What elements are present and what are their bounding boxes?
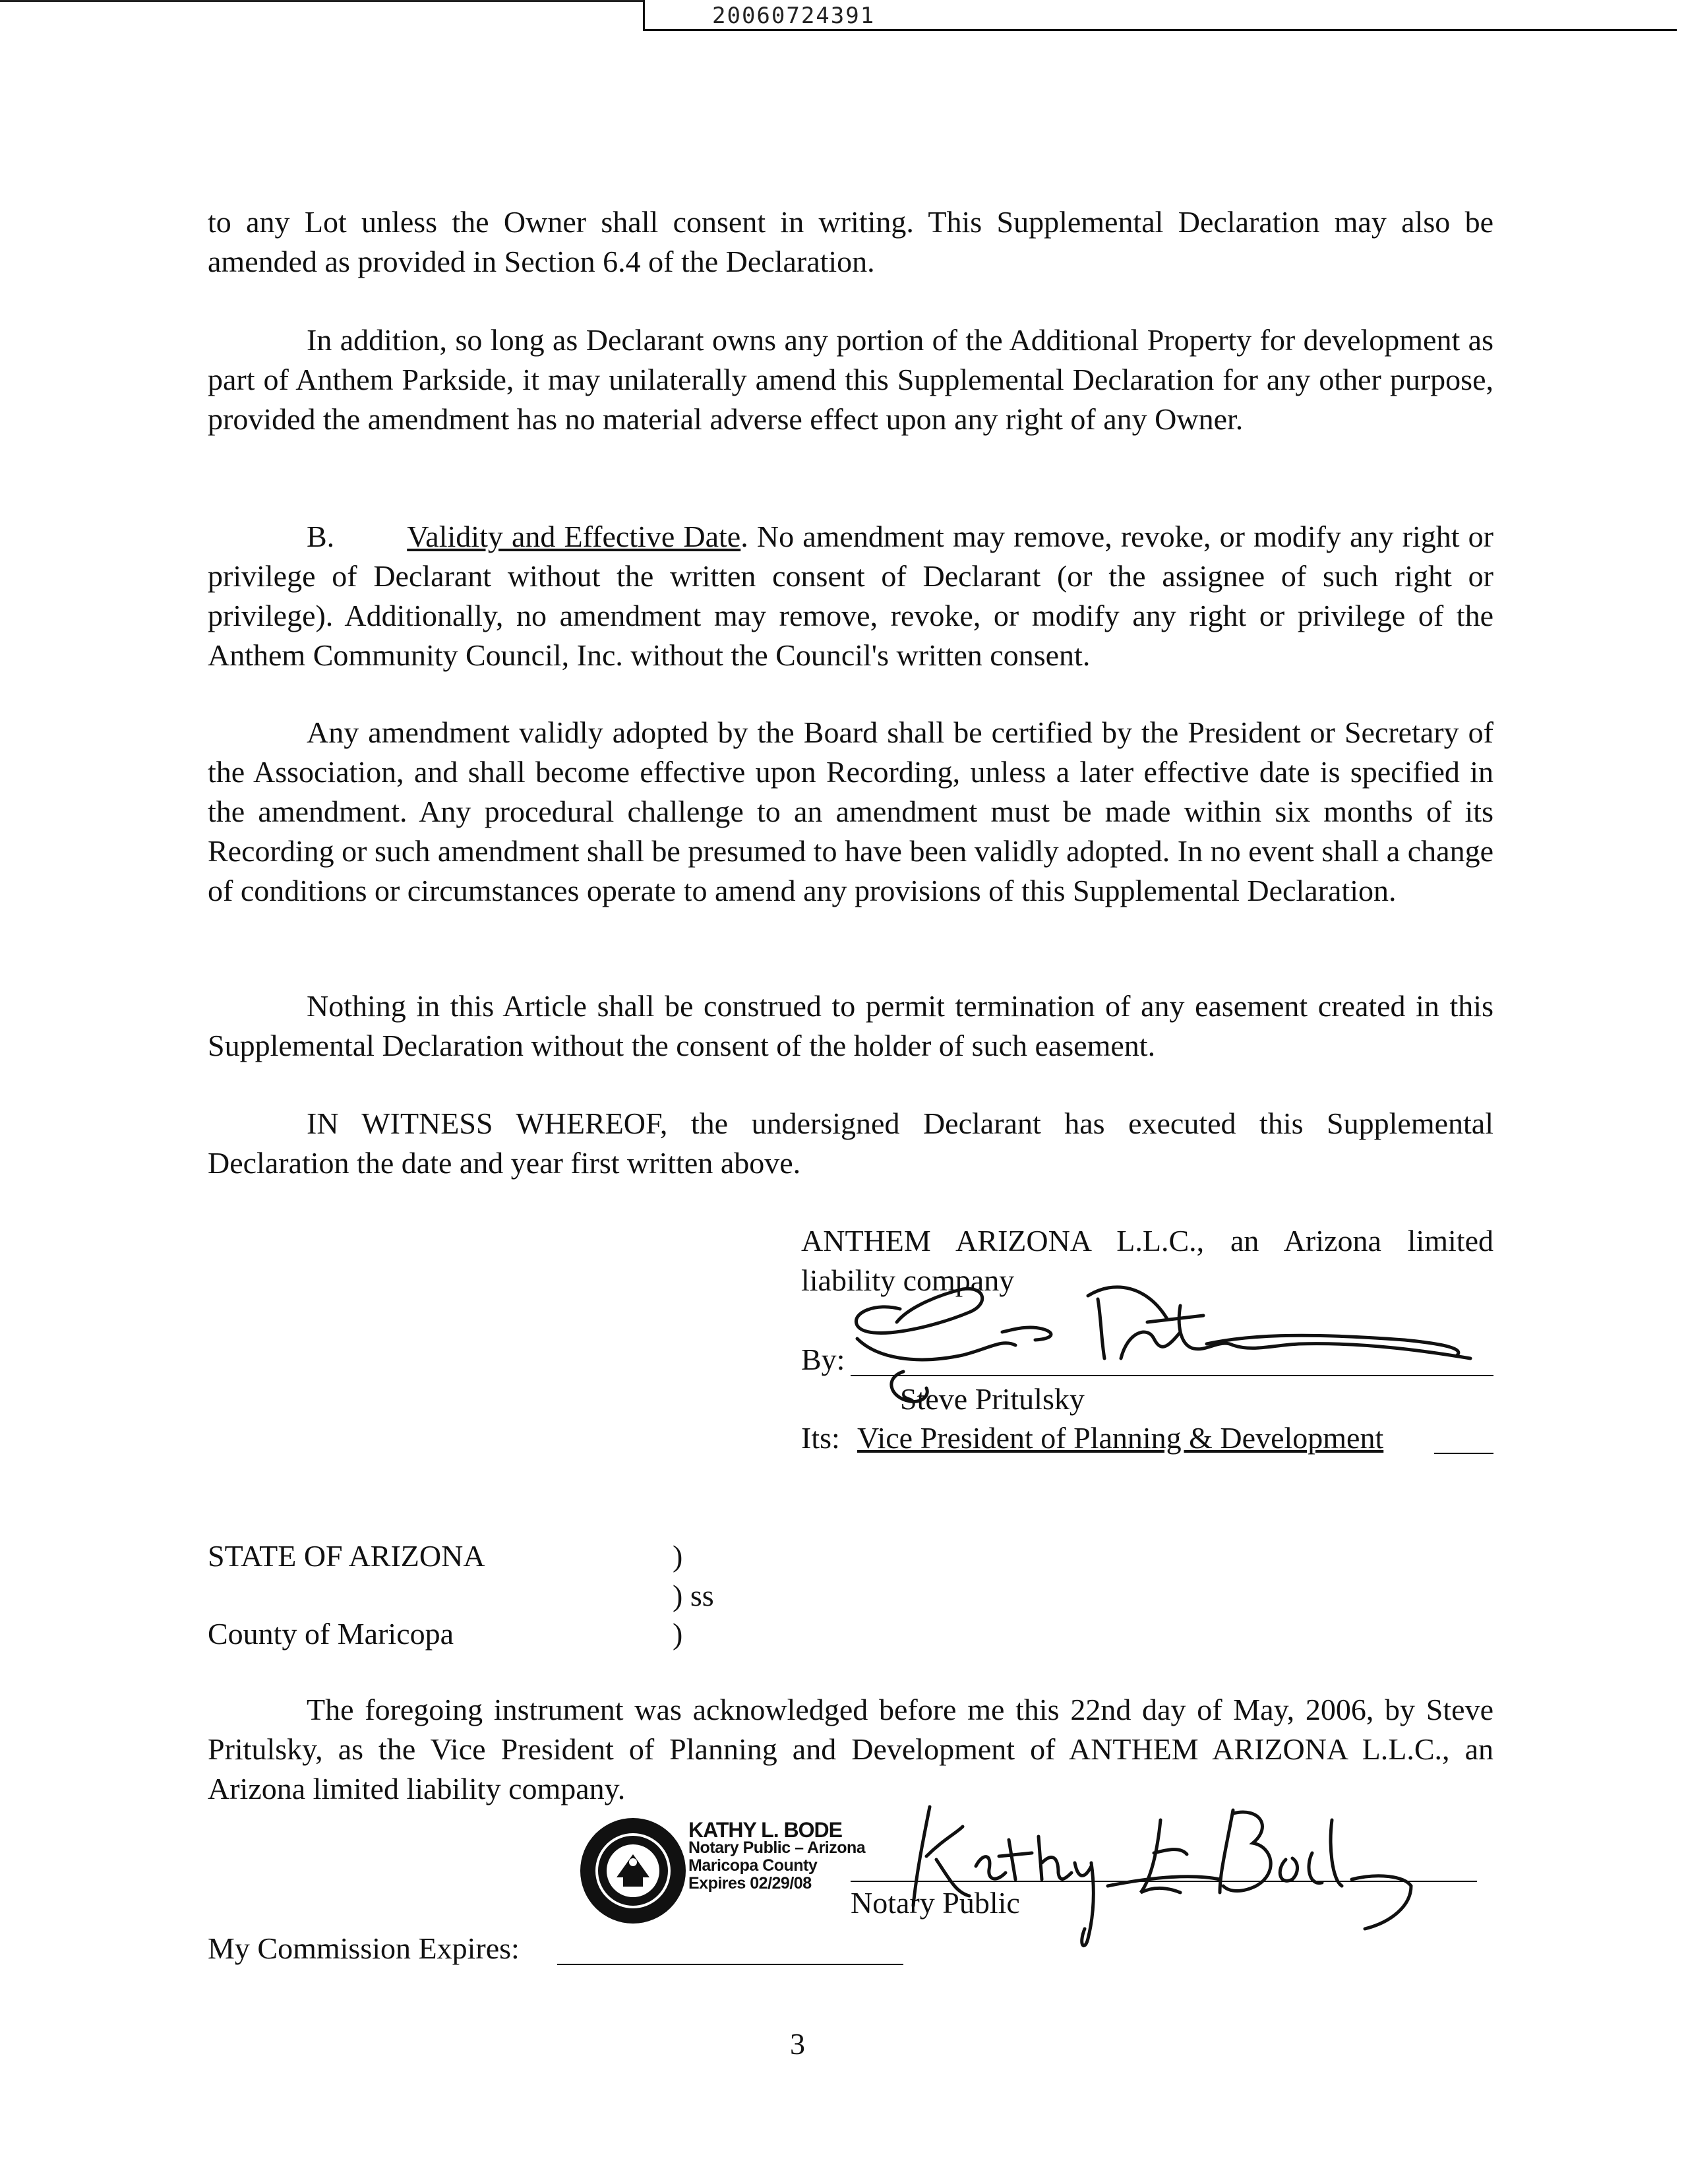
by-label: By: (801, 1343, 845, 1376)
page-number: 3 (790, 2027, 805, 2061)
recording-number: 20060724391 (712, 3, 876, 29)
section-heading: Validity and Effective Date (407, 520, 741, 553)
paragraph-easements: Nothing in this Article shall be construed to permit termination of any easement created in this Supplemental Declaration without the consent of the holder of such easement. (208, 989, 1493, 1062)
venue-state: STATE OF ARIZONA (208, 1539, 485, 1573)
top-border-rule (0, 0, 643, 2)
paragraph-unilateral-amendment: In addition, so long as Declarant owns any portion of the Additional Property for development as part of Anthem Parkside, it may unilaterally amend this Supplemental Declaration for any other purpose, provided the amendment has no material adverse effect upon any right of any Owner. (208, 323, 1493, 436)
venue-county: County of Maricopa (208, 1617, 454, 1651)
section-label: B. (307, 520, 335, 553)
venue-paren-3: ) (673, 1617, 683, 1651)
venue-paren-1: ) (673, 1539, 683, 1573)
notary-name: KATHY L. BODE (688, 1818, 842, 1842)
paragraph-witness: IN WITNESS WHEREOF, the undersigned Declarant has executed this Supplemental Declaration the date and year first written above. (208, 1107, 1493, 1180)
notary-seal-text (688, 1818, 866, 1893)
commission-expires-line (557, 1964, 903, 1965)
signer-title: Vice President of Planning & Development (857, 1421, 1384, 1455)
paragraph-certification: Any amendment validly adopted by the Board shall be certified by the President or Secretary of the Association, and shall become effective upon Recording, unless a later effective date is specified in the amendment. Any procedural challenge to an amendment must be made within six months of its Recording or such amendment shall be presumed to have been validly adopted. In no event shall a change of conditions or circumstances operate to amend any provisions of this Supplemental Declaration. (208, 715, 1493, 907)
entity-line-2: liability company (801, 1263, 1015, 1297)
its-label: Its: (801, 1421, 840, 1455)
notary-signature (877, 1780, 1418, 1965)
paragraph-validity (208, 517, 1493, 675)
notary-county: Maricopa County (688, 1856, 818, 1875)
acknowledgment-text: The foregoing instrument was acknowledged before me this 22nd day of May, 2006, by Steve Pritulsky, as the Vice President of Planning and Development of ANTHEM ARIZONA L.L.C., an Arizona limited liability company. (208, 1693, 1493, 1805)
title-line-extension (1434, 1453, 1493, 1454)
signer-signature (837, 1266, 1497, 1418)
entity-line-1: ANTHEM ARIZONA L.L.C., an Arizona limited (801, 1224, 1493, 1258)
paragraph-amendment-consent: to any Lot unless the Owner shall consent in writing. This Supplemental Declaration may also be amended as provided in Section 6.4 of the Declaration. (208, 205, 1493, 278)
notary-public-label: Notary Public (851, 1886, 1020, 1920)
notary-expiration: Expires 02/29/08 (688, 1874, 812, 1893)
notary-commission-state: Notary Public – Arizona (688, 1838, 866, 1857)
commission-expires-label: My Commission Expires: (208, 1931, 520, 1965)
notary-seal-icon (577, 1815, 689, 1927)
signer-name: Steve Pritulsky (900, 1382, 1085, 1416)
venue-ss: ) ss (673, 1579, 714, 1612)
paragraph-validity-body: . No amendment may remove, revoke, or modify any right or privilege of Declarant without the written consent of Declarant (or the assignee of such right or privilege). Additionally, no amendment may remove, revoke, or modify any right or privilege of the Anthem Community Council, Inc. without the Council's written consent. (208, 520, 1493, 672)
